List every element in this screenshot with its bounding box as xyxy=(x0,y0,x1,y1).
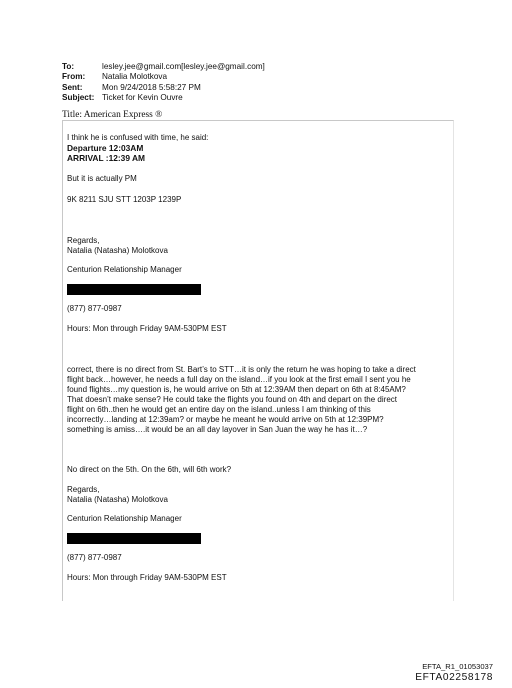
document-reference-stamp: EFTA02258178 xyxy=(415,672,493,683)
reply-line: flight on 6th..then he would get an entire day on the island..unless I am thinking of this xyxy=(67,405,371,414)
from-label: From: xyxy=(62,72,86,82)
pm-note: But it is actually PM xyxy=(67,174,137,183)
signature-name: Natalia (Natasha) Molotkova xyxy=(67,246,168,255)
email-header xyxy=(62,62,265,104)
reply-line: correct, there is no direct from St. Bart’s to STT…it is only the return he was hoping to take a direct xyxy=(67,365,416,374)
to-row xyxy=(62,62,265,72)
reply-line: flight back…however, he needs a full day on the island…if you look at the first email I sent you he xyxy=(67,375,411,384)
departure-text: Departure 12:03AM xyxy=(67,143,144,153)
document-reference: EFTA_R1_01053037 xyxy=(422,662,493,671)
signature-phone: (877) 877-0987 xyxy=(67,553,122,562)
sent-label: Sent: xyxy=(62,82,83,92)
signature-name: Natalia (Natasha) Molotkova xyxy=(67,495,168,504)
sent-value: Mon 9/24/2018 5:58:27 PM xyxy=(102,82,201,92)
signature-regards: Regards, xyxy=(67,236,100,245)
redaction-bar xyxy=(67,284,201,295)
document-title: Title: American Express ® xyxy=(62,110,163,120)
no-direct-text: No direct on the 5th. On the 6th, will 6th work? xyxy=(67,465,232,474)
subject-row xyxy=(62,93,265,103)
message-body xyxy=(67,133,449,583)
from-row xyxy=(62,72,265,82)
signature-role: Centurion Relationship Manager xyxy=(67,265,182,274)
sent-row xyxy=(62,83,265,93)
signature-phone: (877) 877-0987 xyxy=(67,304,122,313)
signature-hours: Hours: Mon through Friday 9AM-530PM EST xyxy=(67,573,227,582)
reply-line: something is amiss….it would be an all day layover in San Juan the way he has it…? xyxy=(67,425,368,434)
from-value: Natalia Molotkova xyxy=(102,72,168,82)
intro-text: I think he is confused with time, he said: xyxy=(67,133,209,142)
reply-line: That doesn’t make sense? He could take the flights you found on 4th and depart on the direct xyxy=(67,395,397,404)
reply-line: incorrectly…landing at 12:39am? or maybe he meant he would arrive on 5th at 12:39PM? xyxy=(67,415,384,424)
subject-value: Ticket for Kevin Ouvre xyxy=(102,93,183,103)
signature-role: Centurion Relationship Manager xyxy=(67,514,182,523)
reply-paragraph xyxy=(67,365,449,435)
signature-regards: Regards, xyxy=(67,485,100,494)
redaction-bar xyxy=(67,533,201,544)
to-value: lesley.jee@gmail.com[lesley.jee@gmail.com] xyxy=(102,62,265,71)
signature-hours: Hours: Mon through Friday 9AM-530PM EST xyxy=(67,324,227,333)
arrival-text: ARRIVAL :12:39 AM xyxy=(67,153,146,163)
reply-line: found flights…my question is, he would arrive on 5th at 12:39AM then depart on 6th at 8:45AM? xyxy=(67,385,406,394)
subject-label: Subject: xyxy=(62,93,95,103)
to-label: To: xyxy=(62,62,75,71)
flight-info: 9K 8211 SJU STT 1203P 1239P xyxy=(67,195,182,204)
